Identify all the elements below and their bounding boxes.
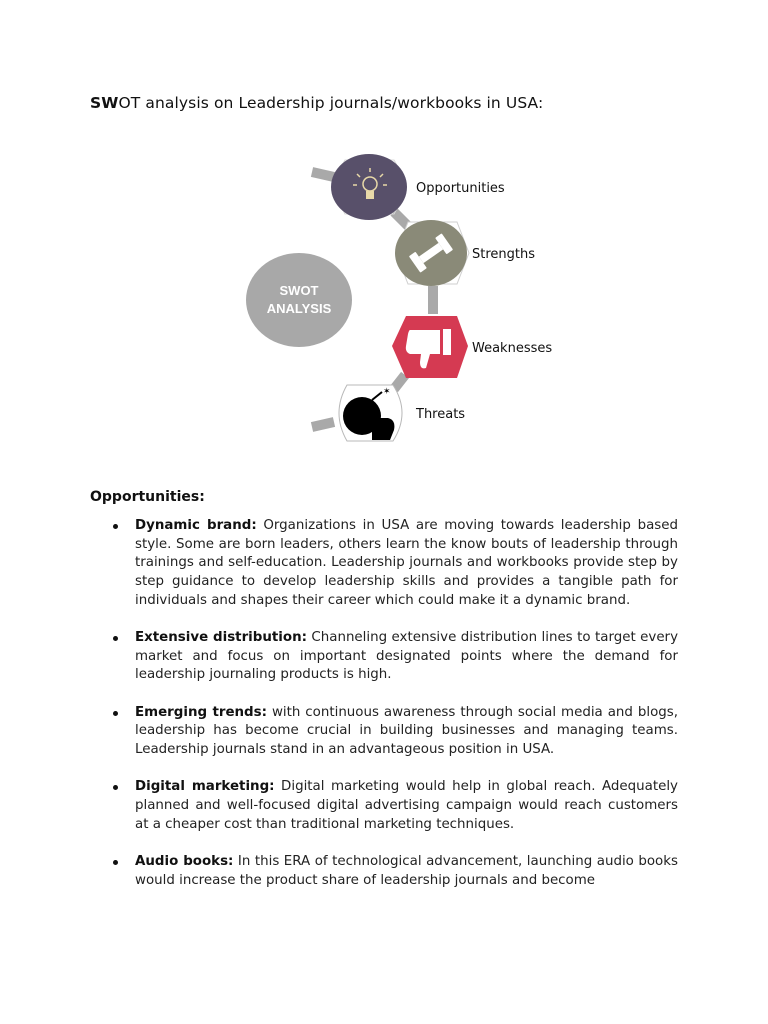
center-label-line2: ANALYSIS: [266, 301, 332, 316]
title-rest: OT analysis on Leadership journals/workbooks in USA:: [118, 94, 544, 112]
item-term: Dynamic brand:: [135, 518, 257, 533]
item-text: with continuous awareness through social media and blogs, leadership has become crucial in building businesses and managing teams. Leadership journals stand in an advantageous position in USA.: [135, 704, 679, 758]
item-text: Organizations in USA are moving towards leadership based style. Some are born leaders, others learn the know bouts of leadership through trainings and self-education. Leadership journals and workbooks provide step by step guidance to develop leadership skills and provides a tangible path for individuals and shapes their career which could make it a dynamic brand.: [135, 518, 678, 608]
weaknesses-node: [392, 316, 468, 378]
list-item: [90, 704, 678, 760]
item-text: Digital marketing would help in global reach. Adequately planned and well-focused digital advertising campaign would reach customers at a cheaper cost than traditional marketing techniques.: [135, 779, 678, 832]
threats-node: [339, 385, 402, 441]
opportunities-label: Opportunities: [416, 181, 505, 196]
center-label-line1: SWOT: [279, 283, 319, 298]
threats-label: Threats: [416, 407, 466, 422]
section-heading: Opportunities:: [90, 489, 205, 505]
swot-diagram: [0, 0, 768, 470]
item-term: Emerging trends:: [135, 704, 267, 720]
list-item: [90, 778, 678, 834]
item-term: Digital marketing:: [135, 779, 275, 795]
opportunities-list: [90, 517, 678, 909]
list-item: [90, 629, 678, 685]
opportunities-node: [331, 154, 407, 220]
item-term: Extensive distribution:: [135, 630, 307, 646]
title-bold-part: SW: [90, 94, 119, 112]
list-item: [90, 853, 678, 890]
svg-text:✶: ✶: [383, 387, 391, 397]
item-text: In this ERA of technological advancement, launching audio books would increase the product share of leadership journals and become: [135, 853, 678, 888]
item-text: Channeling extensive distribution lines to target every market and focus on important designated points where the demand for leadership journaling products is high.: [135, 630, 678, 683]
swot-center-circle: [246, 253, 352, 347]
item-term: Audio books:: [135, 853, 234, 869]
weaknesses-label: Weaknesses: [472, 341, 553, 356]
strengths-node: [395, 220, 469, 286]
list-item: [90, 517, 678, 611]
strengths-label: Strengths: [472, 247, 536, 262]
